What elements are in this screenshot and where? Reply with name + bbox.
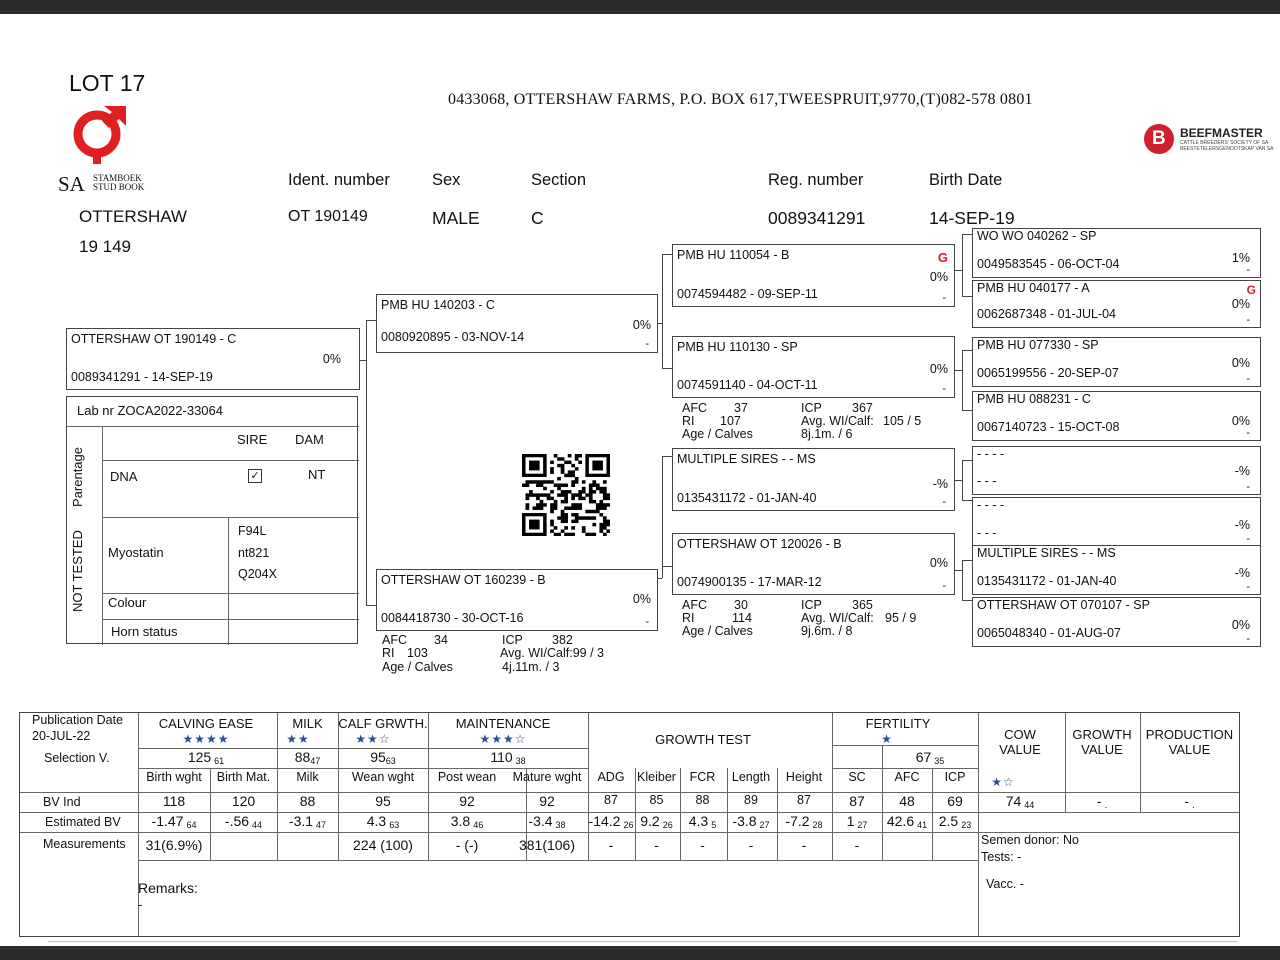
pedigree-dash: -: [1246, 533, 1250, 545]
stamboek-text: STAMBOEK STUD BOOK: [93, 173, 145, 192]
sex-value: MALE: [432, 208, 480, 228]
pedigree-reg: 0089341291 - 14-SEP-19: [71, 370, 213, 384]
production-value-header: PRODUCTION VALUE: [1145, 727, 1234, 757]
dam-stats: AFC 34 ICP 382 RI 103 Avg. WI/Calf:99 / 3 Age / Calves 4j.11m. / 3: [382, 633, 604, 674]
pedigree-gen3-box: [972, 497, 1261, 547]
measurement-cell: 31(6.9%): [145, 837, 203, 853]
pedigree-ds-box: [672, 448, 955, 511]
pedigree-dash: -: [942, 383, 946, 395]
birth-value: 14-SEP-19: [929, 208, 1015, 228]
connector: [962, 350, 963, 410]
measurements-label: Measurements: [43, 837, 126, 851]
bv-index-cell: 87: [797, 793, 811, 807]
animal-name: OTTERSHAW: [79, 207, 187, 226]
estimated-bv-cell: -1.47 $_{64}$: [151, 813, 197, 830]
connector: [955, 370, 962, 371]
pedigree-dash: -: [1246, 373, 1250, 385]
estimated-bv-cell: 3.8 $_{46}$: [450, 813, 484, 830]
bv-index-cell: 89: [744, 793, 758, 807]
pedigree-reg: 0074900135 - 17-MAR-12: [677, 575, 822, 589]
dna-label: DNA: [110, 469, 138, 484]
pedigree-gen3-box: [972, 337, 1261, 387]
selection-value-label: Selection V.: [44, 751, 110, 765]
estimated-bv-label: Estimated BV: [45, 815, 121, 829]
fertility-stars: ★: [881, 732, 893, 746]
measurement-cell: -: [700, 837, 705, 853]
connector: [359, 360, 366, 361]
measurement-cell: -: [654, 837, 659, 853]
pedigree-pct: 0%: [1231, 297, 1250, 311]
pedigree-title: PMB HU 110054 - B: [677, 248, 790, 262]
pedigree-dash: -: [1246, 633, 1250, 645]
pedigree-pct: 0%: [1231, 414, 1250, 428]
myostatin-q204x: Q204X: [238, 567, 277, 581]
estimated-bv-cell: 1 $_{27}$: [846, 813, 868, 830]
bv-index-cell: 69: [947, 793, 963, 809]
connector: [366, 320, 367, 605]
beefmaster-subtitle: CATTLE BREEDERS' SOCIETY OF SA BEESTETELERSGENOOTSKAP VAN SA: [1180, 140, 1274, 152]
estimated-bv-cell: -14.2 $_{26}$: [588, 813, 634, 830]
colour-label: Colour: [108, 595, 147, 610]
publication-date: 20-JUL-22: [32, 729, 91, 743]
beefmaster-logo-icon: B: [1144, 124, 1174, 154]
connector: [962, 460, 963, 500]
connector: [962, 600, 972, 601]
growth-value-header: GROWTH VALUE: [1072, 727, 1132, 757]
connector: [962, 410, 972, 411]
measurement-cell: -: [748, 837, 754, 853]
measurement-cell: -: [854, 837, 860, 853]
pedigree-pct: 0%: [1231, 356, 1250, 370]
connector: [962, 500, 972, 501]
semen-donor: Semen donor: No: [981, 833, 1079, 847]
cow-value-header: COW VALUE: [999, 727, 1041, 757]
pedigree-dash: -: [1246, 427, 1250, 439]
ident-value: OT 190149: [288, 208, 368, 225]
pedigree-title: PMB HU 040177 - A: [977, 281, 1090, 295]
pedigree-reg: 0135431172 - 01-JAN-40: [677, 491, 817, 505]
bv-index-cell: 87: [849, 793, 865, 809]
connector: [962, 296, 972, 297]
publication-date-label: Publication Date: [32, 713, 124, 727]
animal-name-number: 19 149: [79, 237, 131, 256]
estimated-bv-cell: 4.3 $_5$: [688, 813, 717, 830]
pedigree-title: MULTIPLE SIRES - - MS: [677, 452, 816, 466]
bv-index-cell: 92: [539, 793, 555, 809]
pedigree-dash: -: [1246, 581, 1250, 593]
pedigree-pct: 0%: [929, 556, 948, 570]
pedigree-dash: -: [942, 292, 946, 304]
connector: [955, 270, 962, 271]
connector: [366, 320, 376, 321]
maintenance-header: MAINTENANCE: [455, 716, 551, 731]
pedigree-gen3-box: [972, 446, 1261, 495]
pedigree-subject-box: [66, 328, 360, 390]
bv-col-header: SC: [848, 770, 866, 784]
calf-growth-stars: ★★☆: [355, 732, 391, 746]
bv-col-header: Mature wght: [512, 770, 582, 784]
milk-stars: ★★: [286, 732, 310, 746]
pedigree-pct: 0%: [632, 318, 651, 332]
pedigree-reg: 0049583545 - 06-OCT-04: [977, 257, 1120, 271]
bv-col-header: Post wean: [437, 770, 497, 784]
parentage-label: Parentage: [70, 447, 85, 507]
pedigree-gen3-box: [972, 391, 1261, 441]
section-label: Section: [531, 171, 587, 189]
farm-address: 0433068, OTTERSHAW FARMS, P.O. BOX 617,TWEESPRUIT,9770,(T)082-578 0801: [448, 91, 1033, 108]
estimated-bv-cell: -.56 $_{44}$: [224, 813, 263, 830]
pedigree-pct: 0%: [1231, 618, 1250, 632]
bv-index-cell: 48: [899, 793, 915, 809]
bv-col-header: ADG: [597, 770, 625, 784]
connector: [662, 566, 672, 567]
bv-col-header: Wean wght: [351, 770, 415, 784]
pedigree-gen3-box: [972, 228, 1261, 278]
pedigree-reg: 0084418730 - 30-OCT-16: [381, 611, 524, 625]
maintenance-stars: ★★★☆: [479, 732, 527, 746]
pedigree-pct: 0%: [322, 352, 341, 366]
sa-studbook-logo: [64, 104, 134, 168]
estimated-bv-cell: -3.4 $_{38}$: [528, 813, 566, 830]
growth-test-header: GROWTH TEST: [655, 732, 751, 747]
pedigree-gen3-box: [972, 597, 1261, 647]
pedigree-pct: -%: [1234, 518, 1250, 532]
pedigree-title: OTTERSHAW OT 160239 - B: [381, 573, 546, 587]
ident-label: Ident. number: [288, 171, 390, 189]
reg-value: 0089341291: [768, 208, 866, 228]
myostatin-f94l: F94L: [238, 524, 267, 538]
estimated-bv-cell: -3.8 $_{27}$: [732, 813, 770, 830]
connector: [962, 234, 972, 235]
dna-dam-value: NT: [308, 467, 326, 482]
pedigree-dash: -: [1246, 314, 1250, 326]
bv-index-cell: 88: [299, 793, 316, 809]
measurement-cell: - (-): [455, 837, 479, 853]
pedigree-pct: -%: [932, 477, 948, 491]
sa-logo-text: SA: [58, 172, 85, 196]
pedigree-reg: 0135431172 - 01-JAN-40: [977, 574, 1117, 588]
pedigree-reg: 0067140723 - 15-OCT-08: [977, 420, 1120, 434]
calving-ease-stars: ★★★★: [182, 732, 230, 746]
milk-selection: $88_{47}$: [294, 749, 321, 766]
pedigree-title: PMB HU 110130 - SP: [677, 340, 798, 354]
calf-growth-header: CALF GRWTH.: [338, 716, 428, 731]
fertility-header: FERTILITY: [865, 716, 931, 731]
bv-index-cell: 87: [604, 793, 618, 807]
bv-index-cell: 85: [649, 793, 664, 807]
calf-selection: $95_{63}$: [370, 749, 396, 766]
cow-value-stars: ★☆: [991, 775, 1015, 789]
horn-status-label: Horn status: [111, 624, 178, 639]
bv-col-header: FCR: [689, 770, 716, 784]
pedigree-dash: -: [942, 580, 946, 592]
beefmaster-title: BEEFMASTER: [1180, 126, 1263, 140]
vaccinations: Vacc. -: [986, 877, 1024, 891]
remarks-value: -: [138, 897, 143, 912]
not-tested-label: NOT TESTED: [70, 530, 85, 612]
estimated-bv-cell: 42.6 $_{41}$: [886, 813, 928, 830]
pedigree-title: WO WO 040262 - SP: [977, 229, 1097, 243]
connector: [662, 368, 672, 369]
pedigree-title: - - - -: [977, 498, 1005, 512]
bv-col-header: Kleiber: [637, 770, 676, 784]
pedigree-reg: 0080920895 - 03-NOV-14: [381, 330, 525, 344]
pedigree-reg: 0062687348 - 01-JUL-04: [977, 307, 1116, 321]
bv-col-header: AFC: [894, 770, 920, 784]
pedigree-dam-box: [376, 569, 658, 631]
connector: [962, 560, 963, 600]
myostatin-nt821: nt821: [238, 546, 270, 560]
connector: [662, 254, 663, 368]
bv-ind-label: BV Ind: [43, 795, 81, 809]
maintenance-selection: 110 $_{38}$: [490, 749, 526, 766]
measurement-cell: -: [608, 837, 614, 853]
connector: [962, 460, 972, 461]
section-value: C: [531, 208, 544, 228]
lab-number: Lab nr ZOCA2022-33064: [77, 403, 223, 418]
milk-header: MILK: [292, 716, 323, 731]
pedigree-title: OTTERSHAW OT 070107 - SP: [977, 598, 1150, 612]
measurement-cell: -: [801, 837, 807, 853]
pedigree-ss-box: [672, 244, 955, 307]
pedigree-gen3-box: [972, 280, 1261, 328]
lab-results-box: [66, 396, 358, 644]
pedigree-reg: 0065199556 - 20-SEP-07: [977, 366, 1119, 380]
connector: [366, 605, 376, 606]
bv-col-header: ICP: [944, 770, 966, 784]
connector: [962, 234, 963, 296]
pedigree-title: OTTERSHAW OT 120026 - B: [677, 537, 842, 551]
estimated-bv-cell: -7.2 $_{28}$: [785, 813, 823, 830]
pedigree-pct: 1%: [1231, 251, 1250, 265]
estimated-bv-cell: 2.5 $_{23}$: [938, 813, 972, 830]
measurement-cell: 224 (100): [353, 837, 413, 853]
pedigree-title: PMB HU 077330 - SP: [977, 338, 1099, 352]
dd-stats: AFC 30 ICP 365 RI 114 Avg. WI/Calf: 95 / 9 Age / Calves 9j.6m. / 8: [682, 598, 917, 638]
production-value-index: - $_.$: [1184, 793, 1195, 810]
bv-index-cell: 118: [162, 793, 186, 809]
pedigree-title: PMB HU 088231 - C: [977, 392, 1091, 406]
calving-ease-header: CALVING EASE: [158, 716, 254, 731]
pedigree-pct: -%: [1234, 464, 1250, 478]
growth-value-index: - $_.$: [1096, 793, 1108, 810]
pedigree-pct: 0%: [929, 362, 948, 376]
cow-value-index: 74 $_{44}$: [1005, 793, 1035, 810]
bv-col-header: Length: [731, 770, 771, 784]
gt-icon: G: [937, 250, 948, 265]
lot-number: LOT 17: [69, 70, 146, 96]
tests: Tests: -: [981, 850, 1022, 864]
qr-code: [522, 454, 610, 536]
pedigree-sire-box: [376, 294, 658, 353]
pedigree-dash: -: [942, 496, 946, 508]
connector: [955, 570, 962, 571]
pedigree-reg: - - -: [977, 474, 997, 488]
pedigree-reg: 0065048340 - 01-AUG-07: [977, 626, 1121, 640]
top-bar: [0, 0, 1280, 14]
pedigree-gen3-box: [972, 545, 1261, 595]
dam-col-label: DAM: [295, 432, 324, 447]
bottom-bar: [0, 946, 1280, 960]
bv-col-header: Birth wght: [146, 770, 202, 784]
remarks-label: Remarks:: [138, 880, 198, 896]
bv-index-cell: 92: [459, 793, 475, 809]
pedigree-title: PMB HU 140203 - C: [381, 298, 495, 312]
dna-sire-checkbox: ✓: [248, 469, 262, 483]
pedigree-pct: 0%: [632, 592, 651, 606]
pedigree-reg: - - -: [977, 526, 997, 540]
pedigree-dash: -: [645, 338, 649, 350]
reg-label: Reg. number: [768, 171, 864, 189]
estimated-bv-cell: -3.1 $_{47}$: [288, 813, 327, 830]
fertility-selection: 67 $_{35}$: [915, 749, 945, 766]
pedigree-pct: -%: [1234, 566, 1250, 580]
pedigree-dash: -: [1246, 264, 1250, 276]
measurement-cell: 381(106): [518, 837, 576, 853]
bv-col-header: Milk: [296, 770, 319, 784]
connector: [662, 254, 672, 255]
pedigree-reg: 0074594482 - 09-SEP-11: [677, 287, 818, 301]
bv-index-cell: 95: [375, 793, 391, 809]
footer-rule: [48, 941, 1238, 942]
bv-index-cell: 120: [231, 793, 256, 809]
estimated-bv-cell: 9.2 $_{26}$: [640, 813, 673, 830]
bv-col-header: Birth Mat.: [216, 770, 271, 784]
connector: [962, 560, 972, 561]
calving-selection: 125 $_{61}$: [187, 749, 225, 766]
connector: [662, 456, 663, 578]
sd-stats: AFC 37 ICP 367 RI 107 Avg. WI/Calf: 105 / 5 Age / Calves 8j.1m. / 6: [682, 401, 922, 441]
pedigree-reg: 0074591140 - 04-OCT-11: [677, 378, 818, 392]
estimated-bv-cell: 4.3 $_{63}$: [366, 813, 400, 830]
pedigree-title: - - - -: [977, 447, 1005, 461]
connector: [662, 456, 672, 457]
sire-col-label: SIRE: [237, 432, 268, 447]
gt-icon: G: [1246, 283, 1256, 297]
connector: [962, 350, 972, 351]
pedigree-pct: 0%: [929, 270, 948, 284]
pedigree-sd-box: [672, 336, 955, 398]
sex-label: Sex: [432, 171, 461, 189]
birth-label: Birth Date: [929, 171, 1003, 189]
pedigree-dash: -: [645, 616, 649, 628]
pedigree-dash: -: [1246, 481, 1250, 493]
bv-index-cell: 88: [695, 793, 710, 807]
pedigree-dd-box: [672, 533, 955, 595]
myostatin-label: Myostatin: [108, 545, 164, 560]
pedigree-title: OTTERSHAW OT 190149 - C: [71, 332, 237, 346]
bv-col-header: Height: [785, 770, 823, 784]
connector: [955, 480, 962, 481]
pedigree-title: MULTIPLE SIRES - - MS: [977, 546, 1116, 560]
